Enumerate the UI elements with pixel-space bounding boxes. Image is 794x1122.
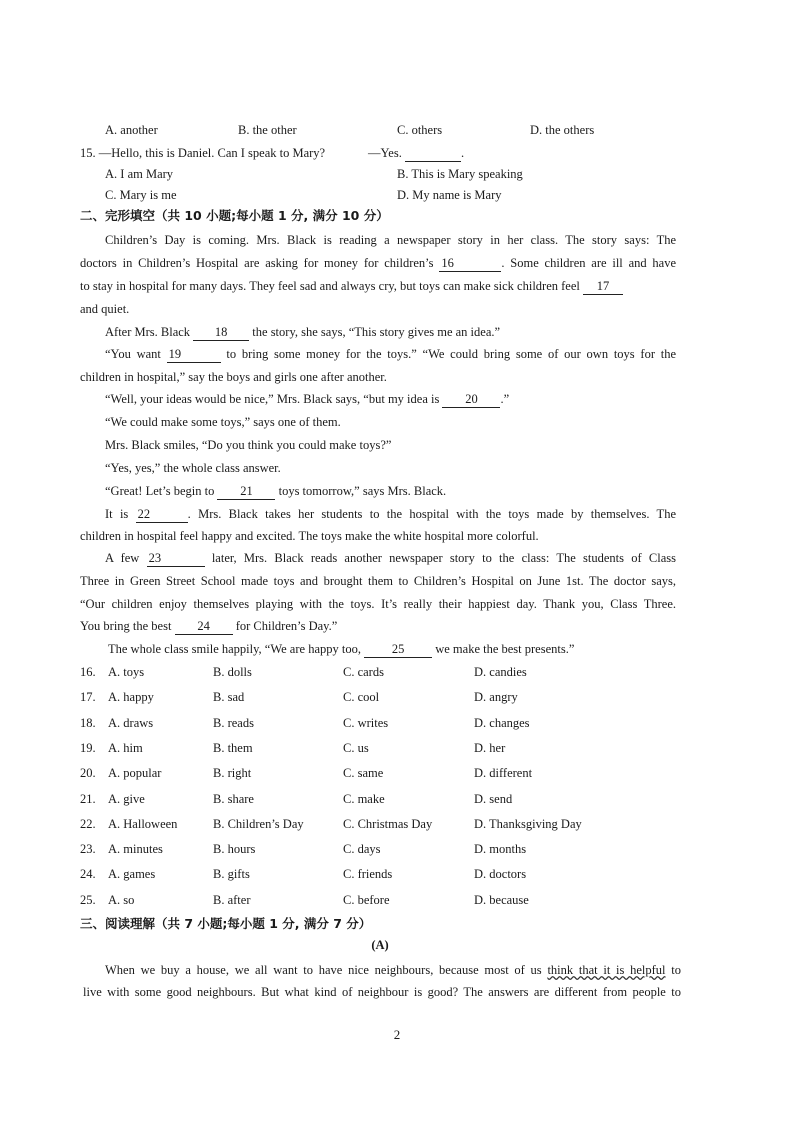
passage-line-1: Children’s Day is coming. Mrs. Black is reading a newspaper story in her class. The story says: The [105, 233, 676, 247]
reading-line-2: live with some good neighbours. But what kind of neighbour is good? The answers are different from people to [83, 985, 681, 999]
option-b: B. share [213, 792, 254, 806]
page-number: 2 [393, 1027, 401, 1042]
option-c: C. friends [343, 867, 393, 881]
option-d: D. send [474, 792, 513, 806]
passage-line-2: doctors in Children’s Hospital are asking for money for children’s 16 . Some children are ill and have [80, 256, 677, 270]
option-c: C. cool [343, 690, 380, 704]
blank-19: 19 [167, 346, 221, 363]
option-c: C. before [343, 893, 390, 907]
q15-option-d: D. My name is Mary [397, 188, 502, 202]
reading-line-1: When we buy a house, we all want to have nice neighbours, because most of us think that it is helpful to [105, 963, 682, 977]
q15-stem: 15. —Hello, this is Daniel. Can I speak to Mary? [80, 146, 326, 160]
q15-option-c: C. Mary is me [105, 188, 177, 202]
q14-option-d: D. the others [530, 123, 595, 137]
option-c: C. writes [343, 716, 389, 730]
q14-option-a: A. another [105, 123, 158, 137]
passage-line-12: “Great! Let’s begin to 21 toys tomorrow,” says Mrs. Black. [105, 484, 447, 498]
option-a: A. toys [108, 665, 145, 679]
option-b: B. dolls [213, 665, 252, 679]
q14-option-c: C. others [397, 123, 443, 137]
blank-18: 18 [193, 324, 249, 341]
option-a: A. games [108, 867, 156, 881]
option-row-number: 22. [80, 817, 96, 831]
blank-21: 21 [217, 483, 275, 500]
option-b: B. hours [213, 842, 256, 856]
blank-17: 17 [583, 278, 623, 295]
option-b: B. after [213, 893, 251, 907]
option-c: C. Christmas Day [343, 817, 433, 831]
reading-part-a-label: (A) [371, 938, 389, 952]
option-c: C. us [343, 741, 369, 755]
passage-line-6: “You want 19 to bring some money for the toys.” “We could bring some of our own toys for the [105, 347, 677, 361]
passage-line-13: It is 22 . Mrs. Black takes her students to the hospital with the toys made by themselves. The [105, 507, 676, 521]
option-d: D. doctors [474, 867, 527, 881]
passage-line-9: “We could make some toys,” says one of them. [105, 415, 341, 429]
q15-option-a: A. I am Mary [105, 167, 174, 181]
option-row-number: 18. [80, 716, 96, 730]
option-a: A. popular [108, 766, 162, 780]
passage-line-3: to stay in hospital for many days. They feel sad and always cry, but toys can make sick children feel 17 [80, 278, 623, 295]
blank-24: 24 [175, 618, 233, 635]
option-c: C. days [343, 842, 381, 856]
option-a: A. minutes [108, 842, 163, 856]
option-d: D. Thanksgiving Day [474, 817, 582, 831]
option-row-number: 21. [80, 792, 96, 806]
option-a: A. so [108, 893, 135, 907]
option-row-number: 16. [80, 665, 96, 679]
option-d: D. candies [474, 665, 527, 679]
option-b: B. right [213, 766, 252, 780]
passage-line-5: After Mrs. Black 18 the story, she says, “This story gives me an idea.” [105, 325, 501, 339]
section3-heading: 三、阅读理解（共 7 小题;每小题 1 分, 满分 7 分） [80, 916, 372, 931]
option-a: A. Halloween [108, 817, 178, 831]
passage-line-17: “Our children enjoy themselves playing with the toys. It’s really their happiest day. Thank you, Class Three. [80, 597, 676, 611]
passage-line-18: You bring the best 24 for Children’s Day.” [80, 619, 338, 633]
blank-25: 25 [364, 641, 432, 658]
blank-16: 16 [439, 255, 501, 272]
option-row-number: 24. [80, 867, 96, 881]
option-b: B. sad [213, 690, 245, 704]
option-c: C. cards [343, 665, 384, 679]
q15-option-b: B. This is Mary speaking [397, 167, 523, 181]
option-row-number: 19. [80, 741, 96, 755]
option-d: D. different [474, 766, 533, 780]
passage-line-15: A few 23 later, Mrs. Black reads another newspaper story to the class: The students of Class [105, 551, 677, 565]
option-d: D. her [474, 741, 506, 755]
passage-line-10: Mrs. Black smiles, “Do you think you could make toys?” [105, 438, 392, 452]
option-a: A. happy [108, 690, 154, 704]
option-row-number: 20. [80, 766, 96, 780]
option-b: B. Children’s Day [213, 817, 304, 831]
option-d: D. angry [474, 690, 518, 704]
passage-line-7: children in hospital,” say the boys and girls one after another. [80, 370, 387, 384]
passage-line-11: “Yes, yes,” the whole class answer. [105, 461, 281, 475]
blank-22: 22 [136, 506, 188, 523]
option-b: B. reads [213, 716, 254, 730]
option-row-number: 23. [80, 842, 96, 856]
passage-line-8: “Well, your ideas would be nice,” Mrs. Black says, “but my idea is 20 .” [105, 392, 510, 406]
blank-23: 23 [147, 550, 205, 567]
blank-20: 20 [442, 391, 500, 408]
section2-heading: 二、完形填空（共 10 小题;每小题 1 分, 满分 10 分） [80, 208, 389, 223]
option-b: B. gifts [213, 867, 250, 881]
option-c: C. same [343, 766, 384, 780]
option-a: A. draws [108, 716, 154, 730]
passage-line-19: The whole class smile happily, “We are happy too, 25 we make the best presents.” [108, 642, 575, 656]
option-d: D. because [474, 893, 529, 907]
option-row-number: 17. [80, 690, 96, 704]
q15-blank [405, 145, 461, 162]
option-c: C. make [343, 792, 385, 806]
q15-reply: —Yes. . [368, 146, 465, 160]
option-d: D. months [474, 842, 527, 856]
option-row-number: 25. [80, 893, 96, 907]
option-a: A. him [108, 741, 143, 755]
q14-option-b: B. the other [238, 123, 297, 137]
underlined-phrase: think that it is helpful [547, 963, 666, 977]
passage-line-14: children in hospital feel happy and excited. The toys make the white hospital more colorful. [80, 529, 539, 543]
option-b: B. them [213, 741, 253, 755]
option-a: A. give [108, 792, 145, 806]
passage-line-16: Three in Green Street School made toys and brought them to Children’s Hospital on June 1st. The doctor says, [80, 574, 676, 588]
passage-line-4: and quiet. [80, 302, 130, 316]
option-d: D. changes [474, 716, 530, 730]
